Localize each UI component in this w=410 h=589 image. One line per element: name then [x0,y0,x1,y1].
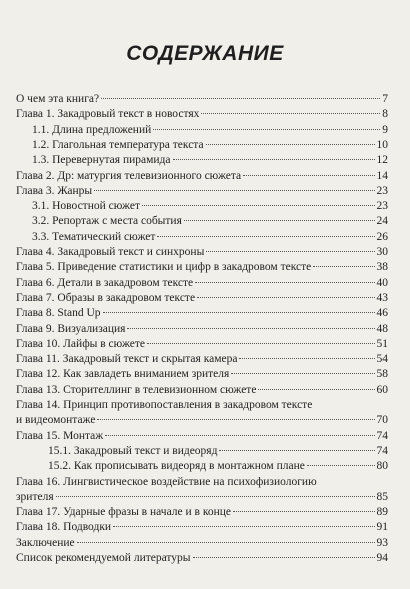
toc-entry-page: 7 [382,93,388,105]
toc-entry [16,505,388,520]
toc-entry-page: 93 [376,536,388,549]
toc-entry [16,260,388,275]
toc-entry [16,322,388,337]
toc-entry-title: 1.2. Глагольная температура текста [32,138,204,151]
toc-entry-title: Глава 3. Жанры [16,184,93,197]
toc-entry-title: Глава 12. Как завладеть вниманием зрителя [16,368,230,381]
toc-entry [16,306,388,321]
dot-leader [243,175,374,176]
toc-entry-page: 10 [376,138,388,151]
toc-entry-title: Глава 17. Ударные фразы в начале и в конце [16,506,231,519]
toc-entry-title: зрителя [16,490,54,503]
toc-entry [48,444,388,459]
toc-entry [16,169,388,184]
dot-leader [184,220,375,221]
toc-entry-title: 15.2. Как прописывать видеоряд в монтажном плане [48,460,305,473]
dot-leader [113,526,374,527]
toc-entry-title: Заключение [16,536,75,549]
toc-entry-page: 94 [376,552,388,564]
toc-entry-page: 38 [376,261,388,274]
toc-entry-page: 43 [376,291,388,304]
toc-entry [16,520,388,535]
toc-entry-title: 3.2. Репортаж с места события [32,215,182,228]
dot-leader [77,542,375,543]
toc-entry [16,490,388,505]
toc-entry-page: 80 [376,460,388,473]
dot-leader [56,496,375,497]
dot-leader [142,205,375,206]
toc-entry-page: 58 [376,368,388,381]
dot-leader [153,129,380,130]
toc-entry [32,214,388,229]
toc-entry-page: 70 [376,414,388,427]
toc-entry-page: 9 [382,123,388,136]
toc-entry-title: Глава 16. Лингвистическое воздействие на психофизиологию [16,475,317,488]
dot-leader [233,511,375,512]
toc-entry [16,352,388,367]
toc-entry-page: 54 [376,353,388,366]
toc-entry [16,245,388,260]
toc-entry [16,92,388,107]
toc-entry-page: 60 [376,383,388,396]
toc-entry-title: 3.3. Тематический сюжет [32,230,156,243]
toc-entry [48,459,388,474]
dot-leader [201,113,380,114]
toc-entry-page: 12 [376,154,388,167]
toc-entry [16,107,388,122]
toc-entry [16,184,388,199]
toc-entry-title: Глава 4. Закадровый текст и синхроны [16,246,205,258]
toc-entry [32,153,388,168]
dot-leader [231,373,374,374]
toc-entry [16,398,388,413]
dot-leader [307,465,375,466]
dot-leader [157,236,374,237]
toc-entry [32,138,388,153]
dot-leader [147,343,375,344]
toc-entry-title: Глава 7. Образы в закадровом тексте [16,291,196,304]
toc-entry-title: Список рекомендуемой литературы [16,552,191,564]
toc-entry [16,475,388,490]
toc-entry [16,291,388,306]
toc-entry-title: Глава 8. Stand Up [16,307,101,320]
toc-entry-title: и видеомонтаже [16,414,96,427]
dot-leader [103,312,375,313]
toc-entry-page: 46 [376,307,388,320]
dot-leader [94,190,374,191]
toc-entry-page: 40 [376,276,388,289]
toc-entry-title: Глава 10. Лайфы в сюжете [16,337,145,350]
toc-entry-page: 85 [376,490,388,503]
toc-entry-page: 26 [376,230,388,243]
dot-leader [127,328,374,329]
toc-entry-title: 15.1. Закадровый текст и видеоряд [48,444,218,457]
toc-entry-title: Глава 2. Др: матургия телевизионного сюжета [16,169,242,182]
toc-entry-title: Глава 1. Закадровый текст в новостях [16,108,200,121]
toc-entry-title: 1.1. Длина предложений [32,123,152,136]
toc-entry [16,337,388,352]
dot-leader [206,251,374,252]
toc-entry-page: 30 [376,246,388,258]
toc-entry-page: 74 [376,429,388,442]
dot-leader [105,435,374,436]
toc-entry-page: 89 [376,506,388,519]
toc-entry [16,551,388,566]
dot-leader [101,98,380,99]
dot-leader [313,266,374,267]
toc-entry-title: Глава 18. Подводки [16,521,112,534]
toc-entry-page: 23 [376,184,388,197]
toc-entry-title: 1.3. Перевернутая пирамида [32,154,171,167]
toc-entry-page: 48 [376,322,388,335]
toc-entry [16,413,388,428]
toc-entry [32,230,388,245]
toc-entry [16,383,388,398]
toc-entry-title: Глава 5. Приведение статистики и цифр в закадровом тексте [16,261,312,274]
toc-entry [16,367,388,382]
toc-entry-page: 91 [376,521,388,534]
toc-entry-title: Глава 11. Закадровый текст и скрытая камера [16,353,238,366]
toc-entry-title: Глава 13. Сторителлинг в телевизионном сюжете [16,383,257,396]
dot-leader [239,358,374,359]
toc-entry-title: 3.1. Новостной сюжет [32,200,140,213]
toc-entry [16,536,388,551]
toc-entry-page: 14 [376,169,388,182]
toc-entry [16,276,388,291]
toc-entry-title: Глава 15. Монтаж [16,429,104,442]
toc-entry-page: 8 [382,108,388,121]
toc-entry [32,123,388,138]
page-title: СОДЕРЖАНИЕ [126,42,284,65]
dot-leader [173,159,375,160]
dot-leader [197,297,374,298]
dot-leader [97,419,374,420]
toc-entry-title: Глава 6. Детали в закадровом тексте [16,276,194,289]
toc-entry-page: 51 [376,337,388,350]
toc-entry-title: О чем эта книга? [16,93,100,105]
toc-entry-page: 23 [376,200,388,213]
dot-leader [195,282,374,283]
dot-leader [219,450,374,451]
toc-entry-page: 24 [376,215,388,228]
dot-leader [193,557,375,558]
toc-entry [32,199,388,214]
toc-entry-title: Глава 9. Визуализация [16,322,126,335]
toc-entry [16,429,388,444]
dot-leader [206,144,375,145]
toc-entry-page: 74 [376,444,388,457]
dot-leader [258,389,374,390]
toc-entry-title: Глава 14. Принцип противопоставления в закадровом тексте [16,399,313,411]
